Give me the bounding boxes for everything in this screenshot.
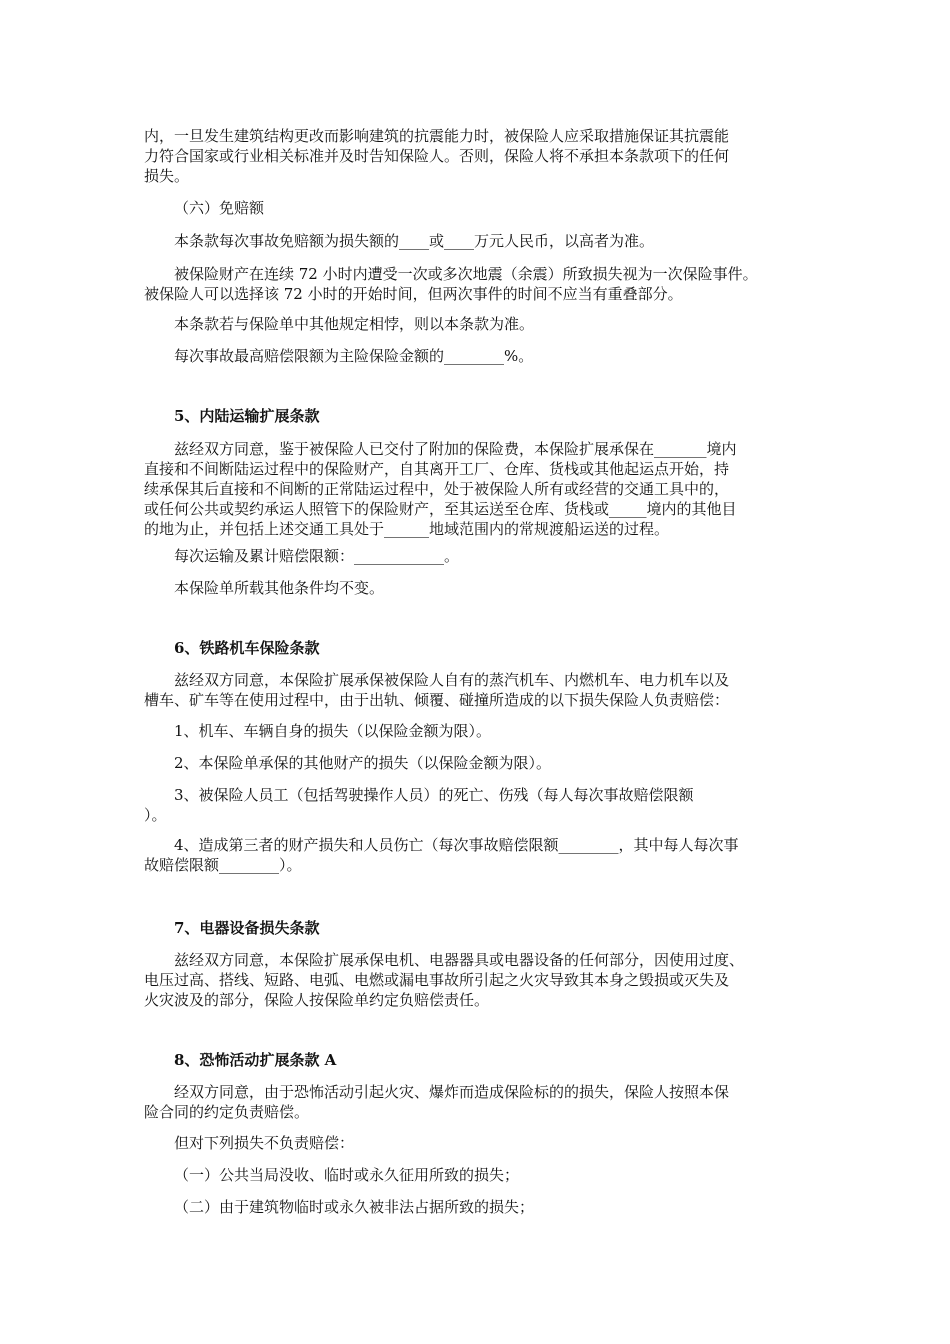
top-paragraph xyxy=(144,126,729,186)
section-7-heading: 7、电器设备损失条款 xyxy=(174,919,320,937)
section-8-exclusions-intro: 但对下列损失不负责赔偿： xyxy=(174,1134,355,1152)
text-line: 被保险人可以选择该 72 小时的开始时间，但两次事件的时间不应当有重叠部分。 xyxy=(144,285,683,303)
section-5-limit: 每次运输及累计赔偿限额：____________。 xyxy=(174,547,460,565)
text-line: 故赔偿限额________）。 xyxy=(144,856,302,874)
text-line: 险合同的约定负责赔偿。 xyxy=(144,1103,310,1121)
text-line: 火灾波及的部分，保险人按保险单约定负赔偿责任。 xyxy=(144,991,490,1009)
section-6-paragraph xyxy=(144,670,729,710)
deductible-title: （六）免赔额 xyxy=(174,199,265,217)
section-5-note: 本保险单所载其他条件均不变。 xyxy=(174,579,385,597)
text-line: 损失。 xyxy=(144,167,190,185)
text-line: 被保险财产在连续 72 小时内遭受一次或多次地震（余震）所致损失视为一次保险事件。 xyxy=(174,265,758,283)
section-6-item-1: 1、机车、车辆自身的损失（以保险金额为限）。 xyxy=(174,722,492,740)
text-line: 续承保其后直接和不间断的正常陆运过程中，处于被保险人所有或经营的交通工具中的， xyxy=(144,480,730,498)
section-8-paragraph xyxy=(144,1082,729,1122)
section-8-heading: 8、恐怖活动扩展条款 A xyxy=(174,1051,337,1069)
section-5-heading: 5、内陆运输扩展条款 xyxy=(174,407,320,425)
section-6-item-3 xyxy=(144,785,694,825)
text-line: 兹经双方同意，本保险扩展承保电机、电器器具或电器设备的任何部分，因使用过度、 xyxy=(174,951,745,969)
section-8-exclusion-1: （一）公共当局没收、临时或永久征用所致的损失； xyxy=(174,1166,520,1184)
section-6-heading: 6、铁路机车保险条款 xyxy=(174,639,320,657)
section-6-item-4 xyxy=(144,835,739,875)
max-limit-paragraph: 每次事故最高赔偿限额为主险保险金额的________%。 xyxy=(174,347,534,365)
text-line: 力符合国家或行业相关标准并及时告知保险人。否则，保险人将不承担本条款项下的任何 xyxy=(144,147,730,165)
text-line: 兹经双方同意，鉴于被保险人已交付了附加的保险费，本保险扩展承保在_______境内 xyxy=(174,440,737,458)
text-line: 3、被保险人员工（包括驾驶操作人员）的死亡、伤残（每人每次事故赔偿限额 xyxy=(174,786,694,804)
text-line: 直接和不间断陆运过程中的保险财产，自其离开工厂、仓库、货栈或其他起运点开始，持 xyxy=(144,460,730,478)
text-line: ）。 xyxy=(144,806,167,824)
text-line: 经双方同意，由于恐怖活动引起火灾、爆炸而造成保险标的的损失，保险人按照本保 xyxy=(174,1083,730,1101)
event-paragraph xyxy=(144,264,758,304)
section-5-paragraph xyxy=(144,439,737,539)
section-6-item-2: 2、本保险单承保的其他财产的损失（以保险金额为限）。 xyxy=(174,754,552,772)
precedence-paragraph: 本条款若与保险单中其他规定相悖，则以本条款为准。 xyxy=(174,315,535,333)
text-line: 内，一旦发生建筑结构更改而影响建筑的抗震能力时，被保险人应采取措施保证其抗震能 xyxy=(144,127,730,145)
text-line: 的地为止，并包括上述交通工具处于______地域范围内的常规渡船运送的过程。 xyxy=(144,520,670,538)
section-7-paragraph xyxy=(144,950,744,1010)
text-line: 电压过高、搭线、短路、电弧、电燃或漏电事故所引起之火灾导致其本身之毁损或灭失及 xyxy=(144,971,730,989)
section-8-exclusion-2: （二）由于建筑物临时或永久被非法占据所致的损失； xyxy=(174,1198,535,1216)
text-line: 槽车、矿车等在使用过程中，由于出轨、倾覆、碰撞所造成的以下损失保险人负责赔偿： xyxy=(144,691,730,709)
text-line: 或任何公共或契约承运人照管下的保险财产，至其运送至仓库、货栈或_____境内的其他目 xyxy=(144,500,737,518)
text-line: 4、造成第三者的财产损失和人员伤亡（每次事故赔偿限额________，其中每人每次事 xyxy=(174,836,739,854)
text-line: 兹经双方同意，本保险扩展承保被保险人自有的蒸汽机车、内燃机车、电力机车以及 xyxy=(174,671,730,689)
deductible-paragraph: 本条款每次事故免赔额为损失额的____或____万元人民币，以高者为准。 xyxy=(174,232,655,250)
